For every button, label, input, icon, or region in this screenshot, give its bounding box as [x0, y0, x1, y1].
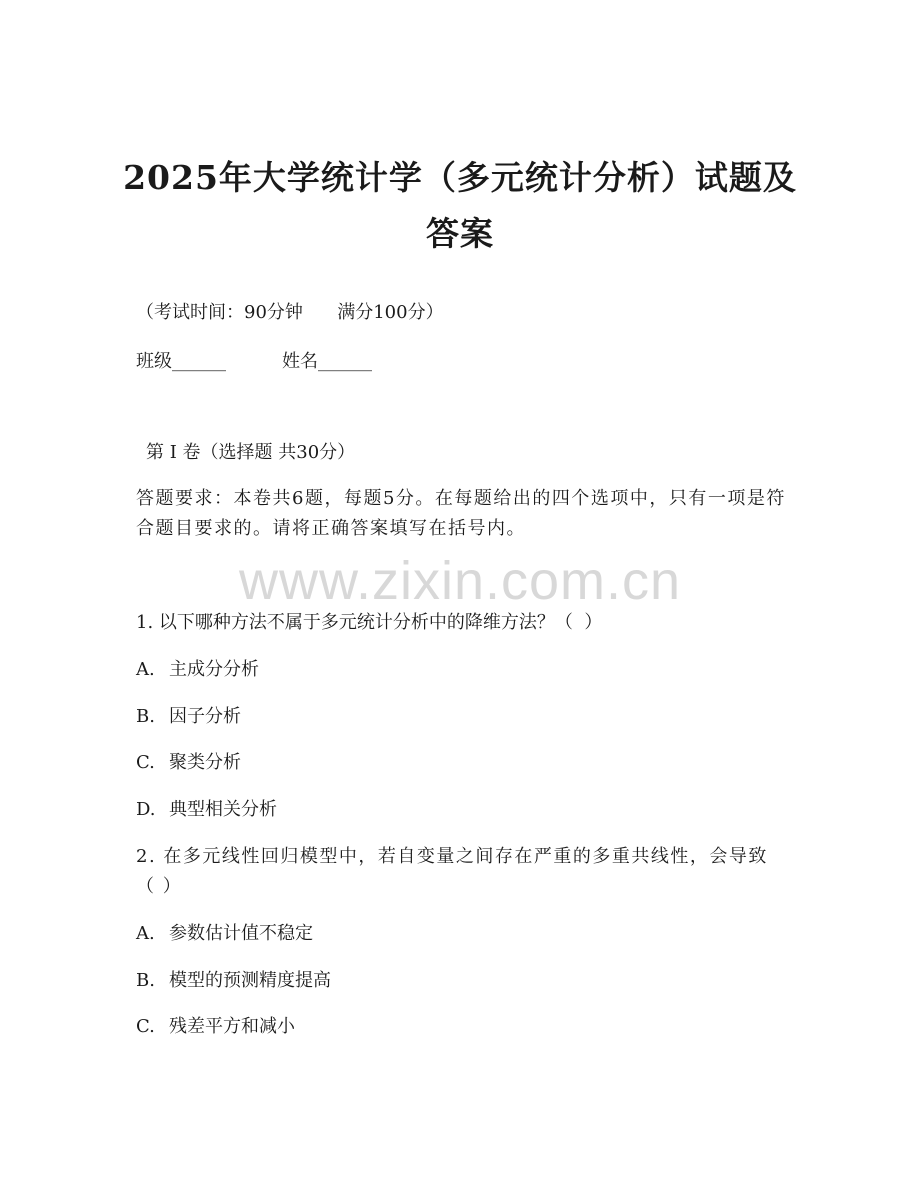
question-1-option-d: D. 典型相关分析 — [136, 799, 277, 820]
document-title: 2025年大学统计学（多元统计分析）试题及答案 — [123, 158, 797, 253]
section-heading: 第 I 卷（选择题 共30分） — [146, 442, 356, 463]
question-2-stem: 2. 在多元线性回归模型中，若自变量之间存在严重的多重共线性，会导致（ ） — [136, 846, 768, 897]
question-1-option-b: B. 因子分析 — [136, 706, 241, 727]
question-2-option-c: C. 残差平方和减小 — [136, 1016, 295, 1037]
question-2-option-b: B. 模型的预测精度提高 — [136, 970, 331, 991]
exam-info: （考试时间：90分钟 满分100分） — [136, 302, 444, 323]
name-field: 姓名______ — [282, 351, 372, 372]
student-fields — [136, 347, 372, 377]
question-2-option-a: A. 参数估计值不稳定 — [136, 923, 313, 944]
class-field: 班级______ — [136, 351, 226, 372]
section-instructions: 答题要求：本卷共6题，每题5分。在每题给出的四个选项中，只有一项是符合题目要求的。请将正确答案填写在括号内。 — [136, 488, 786, 539]
question-1-option-c: C. 聚类分析 — [136, 752, 241, 773]
question-1-option-a: A. 主成分分析 — [136, 659, 259, 680]
watermark: www.zixin.com.cn — [238, 551, 682, 611]
question-1-stem: 1. 以下哪种方法不属于多元统计分析中的降维方法？（ ） — [136, 612, 603, 633]
